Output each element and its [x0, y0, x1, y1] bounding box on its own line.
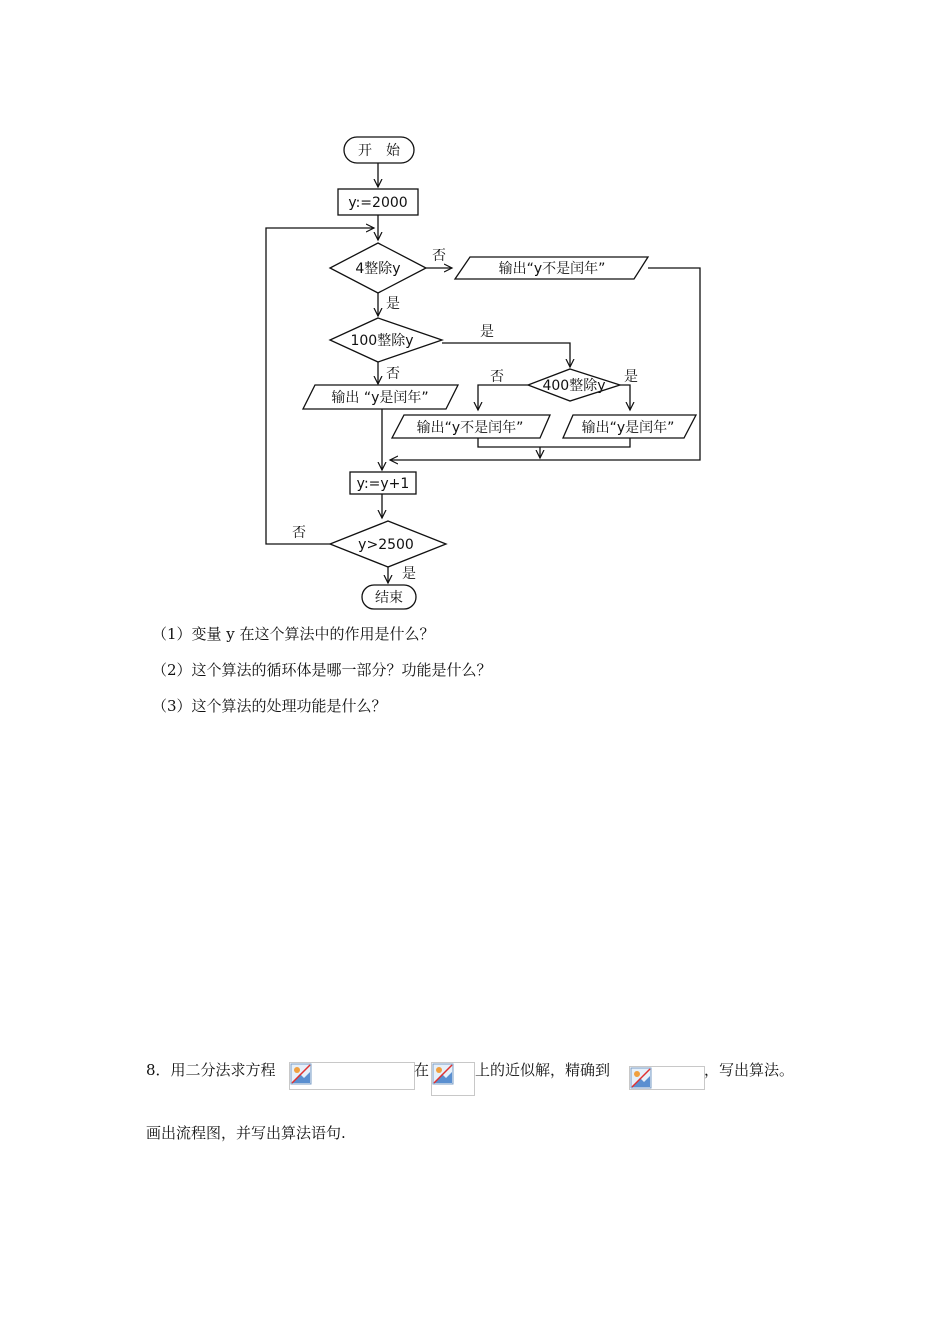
init-label: y:=2000 [348, 195, 408, 211]
equation-image [289, 1062, 415, 1090]
interval-image [431, 1062, 475, 1096]
no-label-div100: 否 [386, 366, 400, 382]
output-not-leap-2-label: 输出“y不是闰年” [416, 420, 524, 436]
yes-label-div100: 是 [480, 324, 494, 340]
problem-8-instruction: 画出流程图，并写出算法语句. [146, 1124, 346, 1142]
precision-image [629, 1066, 705, 1090]
end-label: 结束 [375, 590, 403, 606]
div100-label: 100整除y [350, 333, 414, 349]
no-label-div4: 否 [432, 248, 446, 264]
gt2500-label: y>2500 [358, 537, 414, 553]
leap-year-flowchart [0, 0, 950, 620]
question-2: （2）这个算法的循环体是哪一部分？功能是什么？ [152, 661, 492, 679]
question-1: （1）变量 y 在这个算法中的作用是什么？ [152, 625, 435, 643]
yes-label-div4: 是 [386, 296, 400, 312]
no-label-div400: 否 [490, 369, 504, 385]
problem-8-text-4: ，写出算法。 [704, 1061, 795, 1079]
broken-image-icon [630, 1067, 652, 1089]
increment-label: y:=y+1 [356, 476, 410, 492]
no-label-gt2500: 否 [292, 525, 306, 541]
output-not-leap-1-label: 输出“y不是闰年” [498, 261, 606, 277]
broken-image-icon [432, 1063, 454, 1085]
div4-label: 4整除y [355, 261, 401, 277]
yes-label-div400: 是 [624, 369, 638, 385]
output-leap-1-label: 输出 “y是闰年” [331, 390, 429, 406]
yes-label-gt2500: 是 [402, 566, 416, 582]
output-leap-2-label: 输出“y是闰年” [581, 420, 675, 436]
div400-label: 400整除y [542, 378, 606, 394]
problem-8-text-1: 8．用二分法求方程 [146, 1061, 276, 1079]
problem-8-text-2: 在 [414, 1061, 430, 1079]
broken-image-icon [290, 1063, 312, 1085]
problem-8-text-3: 上的近似解，精确到 [475, 1061, 611, 1079]
start-label: 开 始 [358, 143, 400, 159]
question-3: （3）这个算法的处理功能是什么？ [152, 697, 387, 715]
